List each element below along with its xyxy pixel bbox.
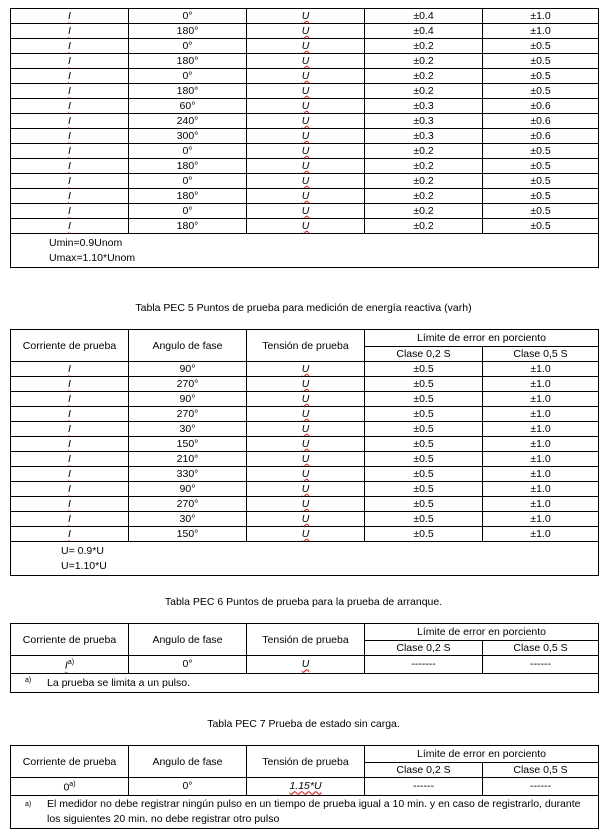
no-load-test-table — [10, 745, 599, 829]
class05-cell: ±1.0 — [483, 407, 599, 422]
header-limit: Límite de error en porciento — [365, 624, 599, 641]
footnote-mark: a) — [25, 800, 32, 808]
table-row — [11, 377, 599, 392]
voltage-cell: U — [247, 189, 365, 204]
footnote-text: La prueba se limita a un pulso. — [47, 676, 191, 689]
table-row — [11, 144, 599, 159]
header-class-05: Clase 0,5 S — [483, 347, 599, 362]
angle-cell: 210° — [129, 452, 247, 467]
class05-cell: ±0.6 — [483, 114, 599, 129]
class02-cell: ±0.4 — [365, 24, 483, 39]
voltage-cell: U — [247, 9, 365, 24]
voltage-cell: U — [247, 174, 365, 189]
umin-note: U= 0.9*U — [61, 545, 104, 557]
table-row — [11, 99, 599, 114]
table-row — [11, 497, 599, 512]
class05-cell: ------ — [483, 778, 599, 796]
voltage-cell: U — [247, 54, 365, 69]
class02-cell: ------- — [365, 656, 483, 674]
table-row — [11, 407, 599, 422]
voltage-note — [11, 542, 599, 576]
class05-cell: ±0.5 — [483, 219, 599, 234]
caption-table-pec-7: Tabla PEC 7 Prueba de estado sin carga. — [207, 718, 400, 730]
voltage-note — [11, 234, 599, 268]
voltage-cell: U — [247, 159, 365, 174]
table-row — [11, 452, 599, 467]
class02-cell: ±0.5 — [365, 362, 483, 377]
angle-cell: 150° — [129, 527, 247, 542]
header-current: Corriente de prueba — [11, 330, 129, 362]
umin-note: Umin=0.9Unom — [49, 237, 123, 249]
class02-cell: ±0.2 — [365, 54, 483, 69]
class05-cell: ±0.6 — [483, 129, 599, 144]
voltage-cell: U — [247, 527, 365, 542]
table-row — [11, 362, 599, 377]
angle-cell: 300° — [129, 129, 247, 144]
current-cell: I — [11, 452, 129, 467]
reactive-energy-table — [10, 329, 599, 576]
current-cell: I — [11, 174, 129, 189]
header-voltage: Tensión de prueba — [247, 624, 365, 656]
header-angle: Angulo de fase — [129, 330, 247, 362]
header-class-02: Clase 0,2 S — [365, 347, 483, 362]
class05-cell: ±1.0 — [483, 452, 599, 467]
current-cell: I — [11, 482, 129, 497]
table-row — [11, 437, 599, 452]
table-row — [11, 527, 599, 542]
class02-cell: ±0.5 — [365, 512, 483, 527]
class05-cell: ±0.5 — [483, 189, 599, 204]
class05-cell: ±1.0 — [483, 9, 599, 24]
class02-cell: ±0.5 — [365, 482, 483, 497]
table-row — [11, 9, 599, 24]
voltage-cell: U — [247, 144, 365, 159]
header-current: Corriente de prueba — [11, 746, 129, 778]
current-cell: I — [11, 527, 129, 542]
table-row — [11, 204, 599, 219]
table-row — [11, 24, 599, 39]
angle-cell: 0° — [129, 778, 247, 796]
class05-cell: ±0.5 — [483, 84, 599, 99]
voltage-cell: U — [247, 204, 365, 219]
voltage-cell: U — [247, 99, 365, 114]
class02-cell: ±0.2 — [365, 204, 483, 219]
class02-cell: ±0.3 — [365, 129, 483, 144]
voltage-cell: U — [247, 656, 365, 674]
class02-cell: ±0.5 — [365, 407, 483, 422]
class02-cell: ±0.3 — [365, 99, 483, 114]
angle-cell: 0° — [129, 144, 247, 159]
current-cell: I — [11, 189, 129, 204]
angle-cell: 30° — [129, 422, 247, 437]
current-cell: I — [11, 24, 129, 39]
table-row — [11, 392, 599, 407]
voltage-cell: U — [247, 362, 365, 377]
table-row — [11, 159, 599, 174]
current-cell: I — [11, 377, 129, 392]
angle-cell: 0° — [129, 656, 247, 674]
class02-cell: ±0.5 — [365, 422, 483, 437]
class05-cell: ±0.6 — [483, 99, 599, 114]
footnote-mark: a) — [25, 676, 32, 684]
current-cell: I — [11, 39, 129, 54]
current-cell: I — [11, 129, 129, 144]
angle-cell: 150° — [129, 437, 247, 452]
current-cell: I — [11, 497, 129, 512]
current-cell: I — [11, 407, 129, 422]
class02-cell: ±0.5 — [365, 437, 483, 452]
table-row — [11, 219, 599, 234]
current-cell: I — [11, 362, 129, 377]
caption-table-pec-6: Tabla PEC 6 Puntos de prueba para la prueba de arranque. — [164, 596, 443, 608]
voltage-cell: U — [247, 407, 365, 422]
voltage-cell: U — [247, 219, 365, 234]
caption-table-pec-5: Tabla PEC 5 Puntos de prueba para medición de energía reactiva (varh) — [135, 302, 472, 314]
voltage-cell: U — [247, 437, 365, 452]
angle-cell: 90° — [129, 482, 247, 497]
class02-cell: ±0.5 — [365, 467, 483, 482]
class05-cell: ±1.0 — [483, 512, 599, 527]
current-cell: I — [11, 144, 129, 159]
voltage-cell: U — [247, 69, 365, 84]
class02-cell: ±0.2 — [365, 189, 483, 204]
angle-cell: 0° — [129, 69, 247, 84]
current-cell: I — [11, 219, 129, 234]
current-cell: I — [11, 114, 129, 129]
class05-cell: ±0.5 — [483, 54, 599, 69]
current-cell: 0$^{a)}$ — [11, 778, 129, 796]
voltage-cell: U — [247, 84, 365, 99]
class05-cell: ±1.0 — [483, 377, 599, 392]
class02-cell: ±0.5 — [365, 452, 483, 467]
angle-cell: 270° — [129, 377, 247, 392]
angle-cell: 180° — [129, 189, 247, 204]
current-cell: I — [11, 422, 129, 437]
angle-cell: 60° — [129, 99, 247, 114]
class05-cell: ------ — [483, 656, 599, 674]
class05-cell: ±1.0 — [483, 362, 599, 377]
current-cell: I — [11, 204, 129, 219]
angle-cell: 180° — [129, 24, 247, 39]
class02-cell: ±0.2 — [365, 144, 483, 159]
class02-cell: ±0.2 — [365, 159, 483, 174]
class02-cell: ±0.4 — [365, 9, 483, 24]
angle-cell: 180° — [129, 219, 247, 234]
current-cell: I — [11, 9, 129, 24]
header-class-05: Clase 0,5 S — [483, 763, 599, 778]
current-cell: I — [11, 437, 129, 452]
table-row — [11, 39, 599, 54]
energy-test-table-continued — [10, 8, 599, 268]
voltage-cell: U — [247, 482, 365, 497]
header-limit: Límite de error en porciento — [365, 746, 599, 763]
class02-cell: ±0.2 — [365, 174, 483, 189]
class02-cell: ±0.5 — [365, 392, 483, 407]
class02-cell: ±0.2 — [365, 219, 483, 234]
class02-cell: ±0.2 — [365, 69, 483, 84]
class05-cell: ±0.5 — [483, 204, 599, 219]
footnote — [11, 795, 599, 828]
table-row — [11, 84, 599, 99]
angle-cell: 90° — [129, 392, 247, 407]
class05-cell: ±0.5 — [483, 159, 599, 174]
class02-cell: ±0.2 — [365, 39, 483, 54]
header-angle: Angulo de fase — [129, 746, 247, 778]
class02-cell: ±0.3 — [365, 114, 483, 129]
class02-cell: ±0.2 — [365, 84, 483, 99]
current-cell: I — [11, 512, 129, 527]
angle-cell: 180° — [129, 159, 247, 174]
angle-cell: 30° — [129, 512, 247, 527]
angle-cell: 180° — [129, 54, 247, 69]
voltage-cell: U — [247, 497, 365, 512]
class05-cell: ±1.0 — [483, 24, 599, 39]
class05-cell: ±0.5 — [483, 39, 599, 54]
header-limit: Límite de error en porciento — [365, 330, 599, 347]
voltage-cell: U — [247, 392, 365, 407]
table-row — [11, 174, 599, 189]
voltage-cell: U — [247, 114, 365, 129]
class05-cell: ±0.5 — [483, 144, 599, 159]
angle-cell: 270° — [129, 407, 247, 422]
header-angle: Angulo de fase — [129, 624, 247, 656]
table-row — [11, 778, 599, 796]
angle-cell: 0° — [129, 174, 247, 189]
angle-cell: 0° — [129, 204, 247, 219]
starting-test-table — [10, 623, 599, 693]
voltage-cell: U — [247, 377, 365, 392]
table-row — [11, 54, 599, 69]
voltage-cell: U — [247, 422, 365, 437]
voltage-cell: U — [247, 39, 365, 54]
class05-cell: ±1.0 — [483, 392, 599, 407]
class05-cell: ±1.0 — [483, 527, 599, 542]
table-row — [11, 482, 599, 497]
class02-cell: ±0.5 — [365, 527, 483, 542]
header-class-02: Clase 0,2 S — [365, 641, 483, 656]
angle-cell: 0° — [129, 39, 247, 54]
footnote — [11, 673, 599, 692]
class02-cell: ±0.5 — [365, 497, 483, 512]
angle-cell: 0° — [129, 9, 247, 24]
current-cell: I — [11, 84, 129, 99]
class05-cell: ±0.5 — [483, 174, 599, 189]
voltage-cell: U — [247, 467, 365, 482]
angle-cell: 270° — [129, 497, 247, 512]
table-row — [11, 467, 599, 482]
table-row — [11, 129, 599, 144]
class05-cell: ±1.0 — [483, 467, 599, 482]
current-cell: I — [11, 159, 129, 174]
current-cell: I — [11, 99, 129, 114]
class02-cell: ±0.5 — [365, 377, 483, 392]
current-cell: I — [11, 392, 129, 407]
footnote-text: El medidor no debe registrar ningún pulso en un tiempo de prueba igual a 10 min. y en caso de registrarlo, durante los siguientes 20 min. no debe registrar otro pulso — [47, 797, 581, 825]
current-cell: I — [11, 69, 129, 84]
voltage-cell: 1.15*U — [247, 778, 365, 796]
class05-cell: ±1.0 — [483, 422, 599, 437]
current-cell: I — [11, 54, 129, 69]
voltage-cell: U — [247, 512, 365, 527]
class05-cell: ±1.0 — [483, 497, 599, 512]
angle-cell: 180° — [129, 84, 247, 99]
angle-cell: 330° — [129, 467, 247, 482]
table-row — [11, 512, 599, 527]
header-voltage: Tensión de prueba — [247, 746, 365, 778]
table-row — [11, 69, 599, 84]
table-row — [11, 656, 599, 674]
current-cell: I — [11, 467, 129, 482]
table-row — [11, 422, 599, 437]
class02-cell: ------ — [365, 778, 483, 796]
umax-note: U=1.10*U — [61, 560, 107, 572]
table-row — [11, 189, 599, 204]
voltage-cell: U — [247, 129, 365, 144]
umax-note: Umax=1.10*Unom — [49, 252, 136, 264]
header-class-05: Clase 0,5 S — [483, 641, 599, 656]
voltage-cell: U — [247, 24, 365, 39]
table-row — [11, 114, 599, 129]
voltage-cell: U — [247, 452, 365, 467]
angle-cell: 90° — [129, 362, 247, 377]
class05-cell: ±1.0 — [483, 437, 599, 452]
class05-cell: ±1.0 — [483, 482, 599, 497]
class05-cell: ±0.5 — [483, 69, 599, 84]
angle-cell: 240° — [129, 114, 247, 129]
header-voltage: Tensión de prueba — [247, 330, 365, 362]
current-cell: $I^{a)}$ — [11, 656, 129, 674]
header-class-02: Clase 0,2 S — [365, 763, 483, 778]
header-current: Corriente de prueba — [11, 624, 129, 656]
